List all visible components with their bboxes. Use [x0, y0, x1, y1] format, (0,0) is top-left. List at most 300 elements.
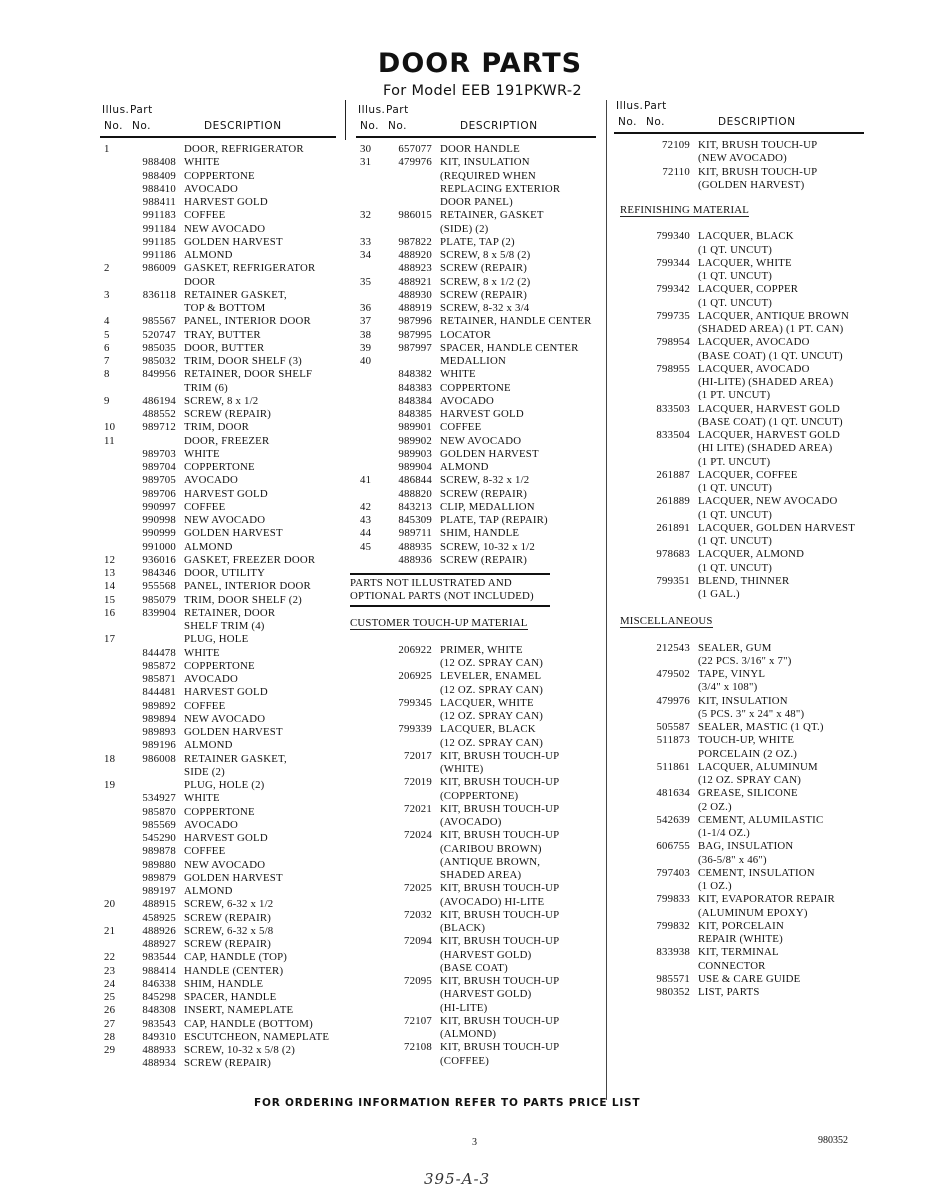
part-row [356, 196, 596, 209]
part-row [614, 801, 864, 814]
part-number [640, 655, 698, 668]
illus-number [356, 1002, 382, 1015]
part-number: 799832 [656, 919, 690, 932]
illus-number [356, 223, 382, 236]
part-description: SCREW (REPAIR) [184, 408, 272, 420]
part-number: 987995 [398, 328, 432, 341]
illus-number: 34 [360, 249, 372, 261]
part-row [100, 1018, 336, 1031]
part-number [382, 843, 440, 856]
part-number: 534927 [142, 792, 176, 805]
part-description: GOLDEN HARVEST [184, 235, 283, 248]
illus-number: 22 [104, 951, 116, 964]
part-number: 989880 [142, 858, 176, 871]
part-number [382, 763, 440, 776]
illus-number: 9 [104, 394, 110, 407]
part-row [100, 1004, 336, 1017]
part-row [100, 753, 336, 766]
part-description: DOOR HANDLE [440, 143, 520, 155]
part-number [382, 355, 440, 368]
illus-number [356, 935, 382, 948]
header-description: DESCRIPTION [718, 116, 796, 128]
part-row [100, 660, 336, 673]
part-description: GREASE, SILICONE [698, 787, 798, 800]
part-number: 799735 [656, 309, 690, 322]
part-description: DOOR, FREEZER [184, 434, 270, 447]
part-description: (1-1/4 OZ.) [698, 827, 750, 839]
part-row [614, 734, 864, 747]
part-row [356, 262, 596, 275]
illus-number: 36 [360, 302, 372, 314]
illus-number: 42 [360, 500, 372, 513]
illus-number [356, 869, 382, 882]
illus-number: 27 [104, 1017, 116, 1030]
illus-number [614, 495, 640, 508]
illus-number [614, 152, 640, 165]
part-row [100, 329, 336, 342]
illus-number [614, 840, 640, 853]
part-number: 989894 [142, 712, 176, 725]
part-description: (CARIBOU BROWN) [440, 842, 542, 855]
part-row [100, 501, 336, 514]
part-number: 848382 [398, 368, 432, 381]
illus-number [356, 843, 382, 856]
part-description: NEW AVOCADO [184, 858, 266, 871]
section-rule [350, 605, 550, 607]
part-description: RETAINER, DOOR [184, 606, 276, 619]
part-number: 936016 [142, 553, 176, 566]
part-description: LACQUER, WHITE [440, 696, 534, 709]
part-row [614, 257, 864, 270]
part-row [100, 474, 336, 487]
part-number: 989904 [398, 461, 432, 473]
illus-number [356, 395, 382, 408]
illus-number [100, 209, 126, 222]
header-illus-no: No. [360, 120, 379, 132]
part-row [100, 925, 336, 938]
illus-number [100, 488, 126, 501]
part-description: LIST, PARTS [698, 986, 760, 998]
illus-number [614, 548, 640, 561]
ordering-note: FOR ORDERING INFORMATION REFER TO PARTS PRICE LIST [254, 1097, 641, 1109]
part-number [382, 816, 440, 829]
illus-number [100, 527, 126, 540]
part-description: LACQUER, COFFEE [698, 468, 798, 481]
part-number [382, 896, 440, 909]
part-number [382, 1028, 440, 1041]
part-row [614, 283, 864, 296]
part-description: SHELF TRIM (4) [184, 620, 265, 632]
part-description: SCREW (REPAIR) [440, 262, 528, 275]
part-row [356, 975, 596, 988]
part-row [614, 535, 864, 548]
part-description: TRAY, BUTTER [184, 328, 261, 341]
part-description: SPACER, HANDLE CENTER [440, 341, 579, 354]
part-row [100, 965, 336, 978]
part-description: SCREW, 8-32 x 3/4 [440, 302, 530, 314]
illus-number [100, 912, 126, 925]
part-number [640, 535, 698, 548]
part-number [640, 350, 698, 363]
part-description: (1 QT. UNCUT) [698, 535, 773, 547]
part-description: HARVEST GOLD [184, 832, 268, 844]
illus-number [100, 408, 126, 421]
part-number: 488934 [142, 1057, 176, 1070]
part-number [640, 933, 698, 946]
part-row [614, 139, 864, 152]
header-illus: Illus. [102, 104, 130, 116]
part-row [356, 829, 596, 842]
part-description: (1 QT. UNCUT) [698, 508, 773, 521]
part-row [356, 710, 596, 723]
part-number [640, 456, 698, 469]
part-number: 985032 [142, 355, 176, 367]
part-number: 657077 [398, 143, 432, 155]
part-row [100, 209, 336, 222]
part-number [382, 183, 440, 196]
illus-number [614, 562, 640, 575]
illus-number [356, 723, 382, 736]
illus-number [356, 368, 382, 381]
illus-number [614, 323, 640, 336]
part-number: 479976 [398, 156, 432, 169]
part-number [640, 801, 698, 814]
header-part-no: No. [388, 120, 407, 132]
part-description: COFFEE [184, 500, 226, 513]
illus-number [614, 336, 640, 349]
part-description: (1 QT. UNCUT) [698, 243, 773, 256]
part-row [100, 421, 336, 434]
part-number [640, 442, 698, 455]
page-title: DOOR PARTS [377, 48, 583, 79]
part-description: COFFEE [184, 845, 226, 858]
part-row [356, 514, 596, 527]
column-header [356, 100, 596, 138]
part-row [356, 896, 596, 909]
part-description: SCREW, 10-32 x 5/8 (2) [184, 1044, 296, 1056]
illus-number [100, 620, 126, 633]
part-row [100, 315, 336, 328]
part-number: 488926 [142, 924, 176, 937]
part-number: 261889 [656, 495, 690, 508]
part-description: TRIM, DOOR SHELF (3) [184, 355, 302, 367]
part-number: 520747 [142, 328, 176, 341]
part-row [100, 859, 336, 872]
part-description: (1 QT. UNCUT) [698, 561, 773, 574]
part-row [614, 166, 864, 179]
part-row [614, 469, 864, 482]
part-number: 989892 [142, 699, 176, 712]
part-number: 261887 [656, 468, 690, 481]
part-number: 542639 [656, 813, 690, 826]
part-row [614, 429, 864, 442]
part-number: 488915 [142, 898, 176, 911]
part-row [614, 244, 864, 257]
part-row [100, 872, 336, 885]
part-number: 72107 [404, 1014, 432, 1027]
part-description: SCREW (REPAIR) [184, 1057, 272, 1070]
illus-number [614, 310, 640, 323]
illus-number [356, 421, 382, 434]
part-description: KIT, BRUSH TOUCH-UP [440, 829, 560, 842]
part-description: (1 QT. UNCUT) [698, 482, 773, 494]
part-description: KIT, INSULATION [440, 156, 530, 169]
part-description: LACQUER, AVOCADO [698, 362, 810, 375]
illus-number [356, 909, 382, 922]
part-number [126, 633, 184, 646]
illus-number [614, 575, 640, 588]
part-number: 844481 [142, 686, 176, 699]
part-number: 72108 [404, 1041, 432, 1054]
part-row [356, 368, 596, 381]
part-description: (36-5/8" x 46") [698, 853, 767, 866]
part-row [100, 898, 336, 911]
part-description: (BLACK) [440, 922, 486, 934]
illus-number: 19 [104, 779, 116, 791]
part-row [356, 697, 596, 710]
part-row [614, 495, 864, 508]
part-number [126, 143, 184, 156]
part-description: WHITE [184, 792, 220, 805]
part-number [640, 562, 698, 575]
touchup-list-continued [614, 139, 864, 192]
illus-number: 8 [104, 368, 110, 381]
illus-number [356, 710, 382, 723]
illus-number [100, 541, 126, 554]
part-number: 488927 [142, 938, 176, 950]
part-row [356, 909, 596, 922]
part-description: (12 OZ. SPRAY CAN) [440, 736, 543, 749]
part-number [382, 1002, 440, 1015]
part-row [100, 779, 336, 792]
part-row [100, 196, 336, 209]
part-number [640, 416, 698, 429]
part-number: 991000 [142, 540, 176, 553]
part-row [100, 435, 336, 448]
illus-number [100, 806, 126, 819]
part-number: 989712 [142, 421, 176, 434]
part-row [100, 156, 336, 169]
part-number: 486194 [142, 394, 176, 407]
part-row [100, 766, 336, 779]
part-description: RETAINER GASKET, [184, 288, 287, 301]
part-description: ALMOND [440, 461, 489, 473]
part-description: DOOR [184, 275, 216, 288]
column-header [614, 96, 864, 134]
part-number: 988409 [142, 169, 176, 182]
part-row [100, 554, 336, 567]
part-number [382, 869, 440, 882]
parts-column-3 [614, 96, 864, 999]
part-number [126, 302, 184, 315]
part-row [100, 620, 336, 633]
part-row [614, 946, 864, 959]
part-row [356, 776, 596, 789]
illus-number [100, 766, 126, 779]
illus-number [356, 803, 382, 816]
illus-number [356, 697, 382, 710]
part-row [614, 668, 864, 681]
part-row [356, 763, 596, 776]
part-row [614, 774, 864, 787]
part-description: NEW AVOCADO [184, 712, 266, 725]
part-description: ALMOND [184, 249, 233, 261]
part-row [356, 223, 596, 236]
part-number: 988414 [142, 964, 176, 977]
illus-number: 10 [104, 421, 116, 434]
part-row [100, 700, 336, 713]
illus-number [614, 814, 640, 827]
part-row [100, 488, 336, 501]
part-number: 985567 [142, 315, 176, 328]
part-number: 843213 [398, 500, 432, 513]
part-row [356, 843, 596, 856]
part-row [100, 845, 336, 858]
part-description: (ALMOND) [440, 1028, 497, 1040]
part-description: (AVOCADO) [440, 816, 502, 828]
part-description: PLATE, TAP (2) [440, 235, 515, 248]
part-number [126, 276, 184, 289]
part-number [640, 244, 698, 257]
part-row [614, 973, 864, 986]
part-row [356, 869, 596, 882]
illus-number [356, 750, 382, 763]
part-description: (HI-LITE) [440, 1001, 488, 1014]
part-number [382, 737, 440, 750]
part-number: 488920 [398, 249, 432, 261]
illus-number: 5 [104, 328, 110, 341]
part-row [614, 297, 864, 310]
illus-number: 29 [104, 1044, 116, 1056]
part-description: (1 PT. UNCUT) [698, 455, 771, 468]
illus-number: 35 [360, 275, 372, 288]
part-row [614, 880, 864, 893]
part-number [382, 790, 440, 803]
illus-number [614, 166, 640, 179]
part-description: DOOR, REFRIGERATOR [184, 143, 304, 155]
part-row [614, 270, 864, 283]
part-number: 985569 [142, 818, 176, 831]
illus-number [356, 408, 382, 421]
part-number: 212543 [656, 641, 690, 654]
part-description: SHADED AREA) [440, 869, 522, 881]
part-description: (GOLDEN HARVEST) [698, 178, 805, 191]
illus-number [356, 183, 382, 196]
part-number [382, 949, 440, 962]
part-description: SCREW (REPAIR) [440, 553, 528, 566]
part-number: 799342 [656, 283, 690, 296]
part-row [356, 737, 596, 750]
part-number: 488923 [398, 262, 432, 275]
part-description: AVOCADO [440, 394, 494, 407]
part-row [100, 448, 336, 461]
part-description: AVOCADO [184, 673, 238, 685]
illus-number: 33 [360, 235, 372, 248]
part-row [100, 302, 336, 315]
part-number: 845309 [398, 514, 432, 526]
part-description: (SHADED AREA) (1 PT. CAN) [698, 323, 844, 335]
illus-number [100, 660, 126, 673]
illus-number [100, 183, 126, 196]
part-description: SCREW, 10-32 x 1/2 [440, 540, 535, 553]
part-description: ALMOND [184, 540, 233, 553]
illus-number [356, 382, 382, 395]
illus-number [614, 257, 640, 270]
part-description: CEMENT, INSULATION [698, 866, 815, 879]
illus-number [100, 938, 126, 951]
illus-number: 12 [104, 553, 116, 566]
part-description: ALMOND [184, 885, 233, 897]
part-description: RETAINER GASKET, [184, 752, 287, 765]
part-description: PRIMER, WHITE [440, 643, 523, 656]
part-description: SCREW, 6-32 x 5/8 [184, 924, 274, 937]
part-row [100, 938, 336, 951]
part-row [356, 790, 596, 803]
part-number: 479976 [656, 694, 690, 707]
part-description: (BASE COAT) (1 QT. UNCUT) [698, 415, 843, 428]
part-description: AVOCADO [184, 474, 238, 487]
illus-number [614, 761, 640, 774]
illus-number [100, 461, 126, 474]
part-description: (1 QT. UNCUT) [698, 296, 773, 309]
part-number: 72019 [404, 776, 432, 789]
part-description: AVOCADO [184, 182, 238, 195]
part-row [100, 713, 336, 726]
part-description: ALMOND [184, 739, 233, 752]
part-number: 848384 [398, 394, 432, 407]
illus-number [100, 302, 126, 315]
part-description: SHIM, HANDLE [440, 527, 520, 540]
part-description: GOLDEN HARVEST [184, 871, 283, 884]
illus-number [614, 297, 640, 310]
part-row [356, 435, 596, 448]
illus-number [614, 416, 640, 429]
parts-column-1 [100, 100, 336, 1071]
illus-number [356, 949, 382, 962]
illus-number [356, 196, 382, 209]
part-number [640, 270, 698, 283]
section-rule [350, 573, 550, 575]
part-row [100, 978, 336, 991]
illus-number [100, 170, 126, 183]
illus-number [614, 880, 640, 893]
header-description: DESCRIPTION [204, 120, 282, 132]
header-illus-no: No. [104, 120, 123, 132]
illus-number: 43 [360, 514, 372, 526]
part-row [614, 482, 864, 495]
part-row [614, 721, 864, 734]
part-row [100, 633, 336, 646]
part-number [640, 960, 698, 973]
part-row [356, 1002, 596, 1015]
part-number: 799344 [656, 256, 690, 269]
illus-number: 7 [104, 355, 110, 367]
part-row [614, 323, 864, 336]
illus-number: 24 [104, 977, 116, 990]
part-number: 989706 [142, 487, 176, 500]
part-description: HARVEST GOLD [184, 196, 268, 208]
part-row [614, 442, 864, 455]
illus-number: 31 [360, 156, 372, 169]
part-number: 985870 [142, 805, 176, 818]
part-number: 839904 [142, 606, 176, 619]
part-description: RETAINER, DOOR SHELF [184, 368, 313, 381]
illus-number [614, 801, 640, 814]
part-number: 206925 [398, 670, 432, 683]
handwritten-reference: 395-A-3 [424, 1170, 491, 1188]
part-description: COPPERTONE [440, 381, 511, 394]
part-row [100, 183, 336, 196]
